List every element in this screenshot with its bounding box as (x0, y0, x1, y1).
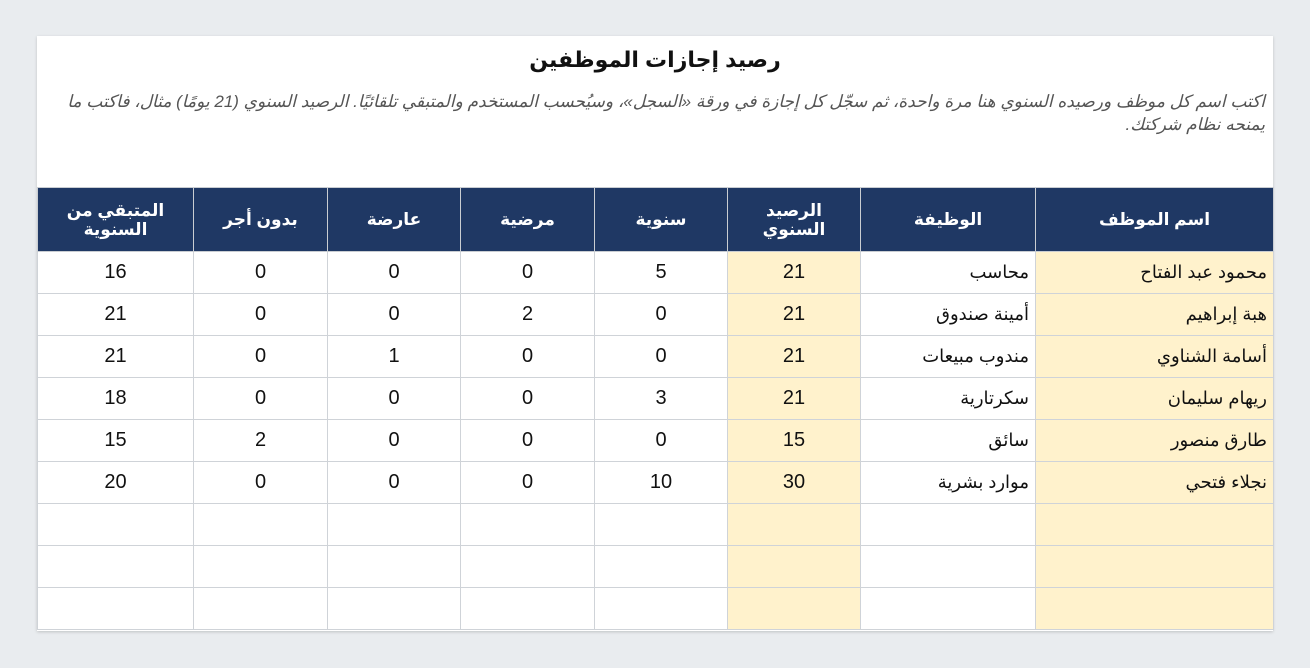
cell-casual-leave[interactable]: 0 (328, 462, 461, 504)
cell-job-title[interactable] (861, 546, 1036, 588)
cell-annual-leave[interactable]: 0 (595, 294, 728, 336)
table-row (38, 588, 1274, 630)
header-row (38, 188, 1274, 252)
cell-sick-leave[interactable]: 2 (461, 294, 595, 336)
cell-remaining-annual[interactable]: 21 (38, 336, 194, 378)
cell-annual-leave[interactable] (595, 546, 728, 588)
cell-employee-name[interactable] (1036, 588, 1274, 630)
cell-sick-leave[interactable]: 0 (461, 252, 595, 294)
cell-annual-balance[interactable]: 21 (728, 378, 861, 420)
cell-annual-leave[interactable]: 0 (595, 420, 728, 462)
header-employee-name: اسم الموظف (1036, 188, 1274, 252)
header-casual-leave: عارضة (328, 188, 461, 252)
cell-annual-balance[interactable]: 21 (728, 336, 861, 378)
cell-unpaid-leave[interactable] (194, 546, 328, 588)
header-remaining-annual: المتبقي من السنوية (38, 188, 194, 252)
cell-unpaid-leave[interactable]: 0 (194, 378, 328, 420)
cell-remaining-annual[interactable] (38, 504, 194, 546)
cell-casual-leave[interactable] (328, 504, 461, 546)
cell-job-title[interactable]: سائق (861, 420, 1036, 462)
cell-job-title[interactable]: مندوب مبيعات (861, 336, 1036, 378)
table-row (38, 420, 1274, 462)
header-unpaid-leave: بدون أجر (194, 188, 328, 252)
cell-annual-balance[interactable]: 21 (728, 294, 861, 336)
header-job-title: الوظيفة (861, 188, 1036, 252)
cell-remaining-annual[interactable]: 21 (38, 294, 194, 336)
cell-unpaid-leave[interactable]: 2 (194, 420, 328, 462)
instructions-text: اكتب اسم كل موظف ورصيده السنوي هنا مرة واحدة، ثم سجّل كل إجازة في ورقة «السجل»، وسيُحسب المستخدم والمتبقي تلقائيًا. الرصيد السنوي (21 يومًا) مثال، فاكتب ما يمنحه نظام شركتك. (67, 92, 1265, 134)
cell-casual-leave[interactable]: 0 (328, 252, 461, 294)
sheet-title: رصيد إجازات الموظفين (529, 47, 781, 72)
table-row (38, 462, 1274, 504)
cell-remaining-annual[interactable] (38, 588, 194, 630)
table-row (38, 336, 1274, 378)
cell-sick-leave[interactable] (461, 588, 595, 630)
header-annual-balance: الرصيد السنوي (728, 188, 861, 252)
cell-sick-leave[interactable] (461, 504, 595, 546)
cell-remaining-annual[interactable]: 20 (38, 462, 194, 504)
cell-annual-leave[interactable] (595, 504, 728, 546)
cell-remaining-annual[interactable]: 15 (38, 420, 194, 462)
cell-annual-balance[interactable] (728, 546, 861, 588)
cell-sick-leave[interactable] (461, 546, 595, 588)
cell-annual-balance[interactable]: 30 (728, 462, 861, 504)
cell-casual-leave[interactable]: 0 (328, 294, 461, 336)
cell-job-title[interactable]: سكرتارية (861, 378, 1036, 420)
cell-job-title[interactable]: أمينة صندوق (861, 294, 1036, 336)
cell-remaining-annual[interactable]: 16 (38, 252, 194, 294)
cell-casual-leave[interactable]: 0 (328, 420, 461, 462)
cell-annual-balance[interactable] (728, 588, 861, 630)
cell-employee-name[interactable]: نجلاء فتحي (1036, 462, 1274, 504)
cell-casual-leave[interactable] (328, 546, 461, 588)
cell-unpaid-leave[interactable]: 0 (194, 252, 328, 294)
cell-annual-balance[interactable] (728, 504, 861, 546)
header-annual-leave: سنوية (595, 188, 728, 252)
cell-annual-leave[interactable] (595, 588, 728, 630)
cell-annual-leave[interactable]: 3 (595, 378, 728, 420)
table-row (38, 378, 1274, 420)
cell-unpaid-leave[interactable]: 0 (194, 294, 328, 336)
cell-annual-balance[interactable]: 15 (728, 420, 861, 462)
cell-sick-leave[interactable]: 0 (461, 420, 595, 462)
cell-annual-leave[interactable]: 5 (595, 252, 728, 294)
leave-balance-sheet (37, 36, 1273, 631)
cell-job-title[interactable] (861, 504, 1036, 546)
cell-unpaid-leave[interactable] (194, 504, 328, 546)
cell-casual-leave[interactable]: 1 (328, 336, 461, 378)
cell-annual-balance[interactable]: 21 (728, 252, 861, 294)
cell-annual-leave[interactable]: 10 (595, 462, 728, 504)
table-row (38, 546, 1274, 588)
cell-annual-leave[interactable]: 0 (595, 336, 728, 378)
leave-balance-table (37, 187, 1274, 630)
cell-employee-name[interactable] (1036, 546, 1274, 588)
cell-sick-leave[interactable]: 0 (461, 336, 595, 378)
cell-unpaid-leave[interactable]: 0 (194, 336, 328, 378)
cell-employee-name[interactable]: أسامة الشناوي (1036, 336, 1274, 378)
cell-sick-leave[interactable]: 0 (461, 378, 595, 420)
cell-employee-name[interactable]: محمود عبد الفتاح (1036, 252, 1274, 294)
cell-remaining-annual[interactable]: 18 (38, 378, 194, 420)
cell-job-title[interactable] (861, 588, 1036, 630)
cell-remaining-annual[interactable] (38, 546, 194, 588)
cell-casual-leave[interactable] (328, 588, 461, 630)
cell-unpaid-leave[interactable] (194, 588, 328, 630)
cell-employee-name[interactable] (1036, 504, 1274, 546)
cell-job-title[interactable]: موارد بشرية (861, 462, 1036, 504)
table-row (38, 504, 1274, 546)
table-row (38, 252, 1274, 294)
header-sick-leave: مرضية (461, 188, 595, 252)
cell-unpaid-leave[interactable]: 0 (194, 462, 328, 504)
cell-employee-name[interactable]: طارق منصور (1036, 420, 1274, 462)
cell-employee-name[interactable]: ريهام سليمان (1036, 378, 1274, 420)
cell-casual-leave[interactable]: 0 (328, 378, 461, 420)
table-row (38, 294, 1274, 336)
cell-job-title[interactable]: محاسب (861, 252, 1036, 294)
cell-sick-leave[interactable]: 0 (461, 462, 595, 504)
cell-employee-name[interactable]: هبة إبراهيم (1036, 294, 1274, 336)
